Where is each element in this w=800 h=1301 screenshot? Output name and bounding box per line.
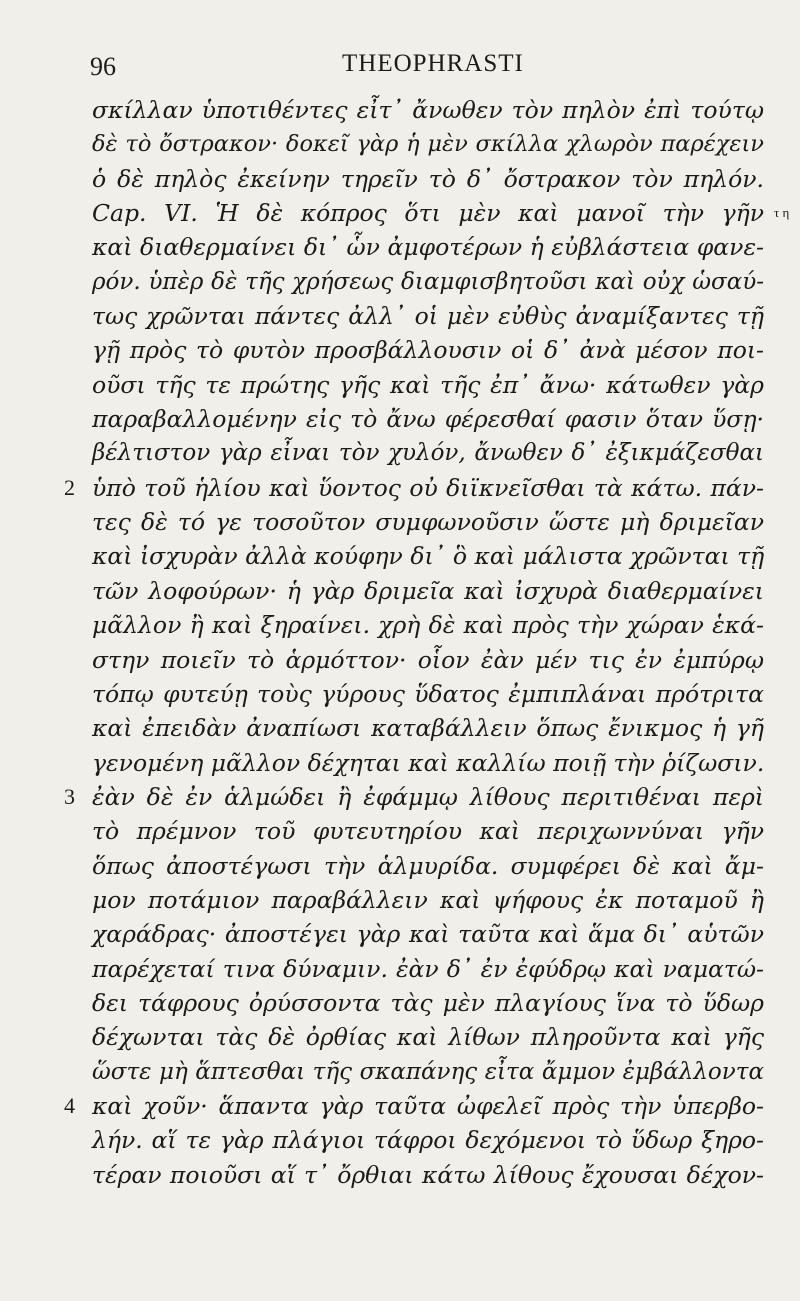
line-text: καὶ χοῦν· ἅπαντα γὰρ ταῦτα ὠφελεῖ πρὸς τὴν ὑπερβο- [92, 1091, 764, 1120]
text-line [0, 299, 800, 333]
text-line [0, 746, 800, 780]
text-line [0, 677, 800, 711]
line-text: καὶ ἐπειδὰν ἀναπίωσι καταβάλλειν ὅπως ἔνικμος ἡ γῆ [92, 714, 764, 743]
line-text: τὸ πρέμνον τοῦ φυτευτηρίου καὶ περιχωννύναι γῆν [92, 817, 764, 846]
text-line [0, 162, 800, 196]
text-line [0, 1123, 800, 1157]
text-line [0, 1055, 800, 1089]
line-text: παρέχεταί τινα δύναμιν. ἐὰν δ᾽ ἐν ἐφύδρῳ καὶ ναματώ- [92, 954, 764, 983]
line-text: μον ποτάμιον παραβάλλειν καὶ ψήφους ἐκ ποταμοῦ ἢ [92, 885, 764, 914]
text-line [0, 196, 800, 230]
line-text: γῇ πρὸς τὸ φυτὸν προσβάλλουσιν οἱ δ᾽ ἀνὰ μέσον ποι- [92, 336, 764, 365]
text-line [0, 574, 800, 608]
page-number: 96 [90, 52, 116, 81]
line-text: παραβαλλομένην εἰς τὸ ἄνω φέρεσθαί φασιν ὅταν ὕσῃ· [92, 405, 764, 434]
text-line [0, 471, 800, 505]
text-line [0, 1158, 800, 1192]
text-line [0, 505, 800, 539]
line-text: τως χρῶνται πάντες ἀλλ᾽ οἱ μὲν εὐθὺς ἀναμίξαντες τῇ [92, 302, 764, 331]
text-line [0, 1089, 800, 1123]
line-text: τόπῳ φυτεύῃ τοὺς γύρους ὕδατος ἐμπιπλάναι πρότριτα [92, 679, 764, 708]
line-text: λήν. αἵ τε γὰρ πλάγιοι τάφροι δεχόμενοι τὸ ὕδωρ ξηρο- [92, 1126, 764, 1155]
text-line [0, 711, 800, 745]
line-text: Cap. VI. Ἡ δὲ κόπρος ὅτι μὲν καὶ μανοῖ τὴν γῆν [92, 199, 764, 228]
text-line [0, 93, 800, 127]
text-line [0, 780, 800, 814]
line-text: τες δὲ τό γε τοσοῦτον συμφωνοῦσιν ὥστε μὴ δριμεῖαν [92, 508, 764, 537]
running-head [0, 46, 800, 86]
line-text: χαράδρας· ἀποστέγει γὰρ καὶ ταῦτα καὶ ἅμα δι᾽ αὑτῶν [92, 920, 764, 949]
text-line [0, 368, 800, 402]
text-line [0, 814, 800, 848]
text-line [0, 127, 800, 161]
line-text: δὲ τὸ ὄστρακον· δοκεῖ γὰρ ἡ μὲν σκίλλα χλωρὸν παρέχειν [92, 131, 764, 158]
line-text: τῶν λοφούρων· ἡ γὰρ δριμεῖα καὶ ἰσχυρὰ διαθερμαίνει [92, 576, 764, 605]
text-line [0, 643, 800, 677]
line-text: μᾶλλον ἢ καὶ ξηραίνει. χρὴ δὲ καὶ πρὸς τὴν χώραν ἑκά- [92, 611, 764, 640]
line-text: ὑπὸ τοῦ ἡλίου καὶ ὕοντος οὐ διϊκνεῖσθαι τὰ κάτω. πάν- [92, 473, 764, 502]
text-line [0, 539, 800, 573]
line-text: σκίλλαν ὑποτιθέντες εἶτ᾽ ἄνωθεν τὸν πηλὸν ἐπὶ τούτῳ [92, 96, 764, 124]
text-line [0, 265, 800, 299]
text-line [0, 402, 800, 436]
line-text: τέραν ποιοῦσι αἵ τ᾽ ὄρθιαι κάτω λίθους ἔχουσαι δέχον- [92, 1160, 764, 1189]
text-line [0, 952, 800, 986]
running-title: THEOPHRASTI [342, 50, 524, 77]
line-text: δει τάφρους ὀρύσσοντα τὰς μὲν πλαγίους ἵνα τὸ ὕδωρ [92, 988, 764, 1017]
line-text: οῦσι τῆς τε πρώτης γῆς καὶ τῆς ἐπ᾽ ἄνω· κάτωθεν γὰρ [92, 370, 764, 399]
text-line [0, 436, 800, 470]
line-text: ὅπως ἀποστέγωσι τὴν ἁλμυρίδα. συμφέρει δὲ καὶ ἄμ- [92, 851, 764, 880]
text-line [0, 883, 800, 917]
text-line [0, 230, 800, 264]
line-text: καὶ ἰσχυρὰν ἀλλὰ κούφην δι᾽ ὃ καὶ μάλιστα χρῶνται τῇ [92, 542, 765, 571]
line-text: ὥστε μὴ ἅπτεσθαι τῆς σκαπάνης εἶτα ἄμμον ἐμβάλλοντα [92, 1058, 764, 1085]
text-line [0, 608, 800, 642]
line-text: στην ποιεῖν τὸ ἁρμόττον· οἷον ἐὰν μέν τις ἐν ἐμπύρῳ [92, 645, 764, 674]
line-text: δέχωνται τὰς δὲ ὀρθίας καὶ λίθων πληροῦντα καὶ γῆς [92, 1023, 764, 1052]
margin-reference: τ η [774, 205, 790, 221]
line-text: ὁ δὲ πηλὸς ἐκείνην τηρεῖν τὸ δ᾽ ὄστρακον τὸν πηλόν. [92, 164, 764, 193]
text-line [0, 917, 800, 951]
line-text: ἐὰν δὲ ἐν ἁλμώδει ἢ ἐφάμμῳ λίθους περιτιθέναι περὶ [92, 782, 764, 811]
text-line [0, 986, 800, 1020]
text-line [0, 849, 800, 883]
line-text: γενομένη μᾶλλον δέχηται καὶ καλλίω ποιῇ τὴν ῥίζωσιν. [92, 748, 765, 777]
section-number: 4 [64, 1092, 75, 1118]
line-text: βέλτιστον γὰρ εἶναι τὸν χυλόν, ἄνωθεν δ᾽ ἐξικμάζεσθαι [92, 440, 764, 467]
section-number: 3 [64, 783, 75, 809]
line-text: καὶ διαθερμαίνει δι᾽ ὧν ἀμφοτέρων ἡ εὐβλάστεια φανε- [92, 233, 764, 262]
text-line [0, 333, 800, 367]
section-number: 2 [64, 474, 75, 500]
greek-text-body [0, 93, 800, 1192]
text-line [0, 1020, 800, 1054]
line-text: ρόν. ὑπὲρ δὲ τῆς χρήσεως διαμφισβητοῦσι καὶ οὐχ ὡσαύ- [92, 268, 764, 295]
